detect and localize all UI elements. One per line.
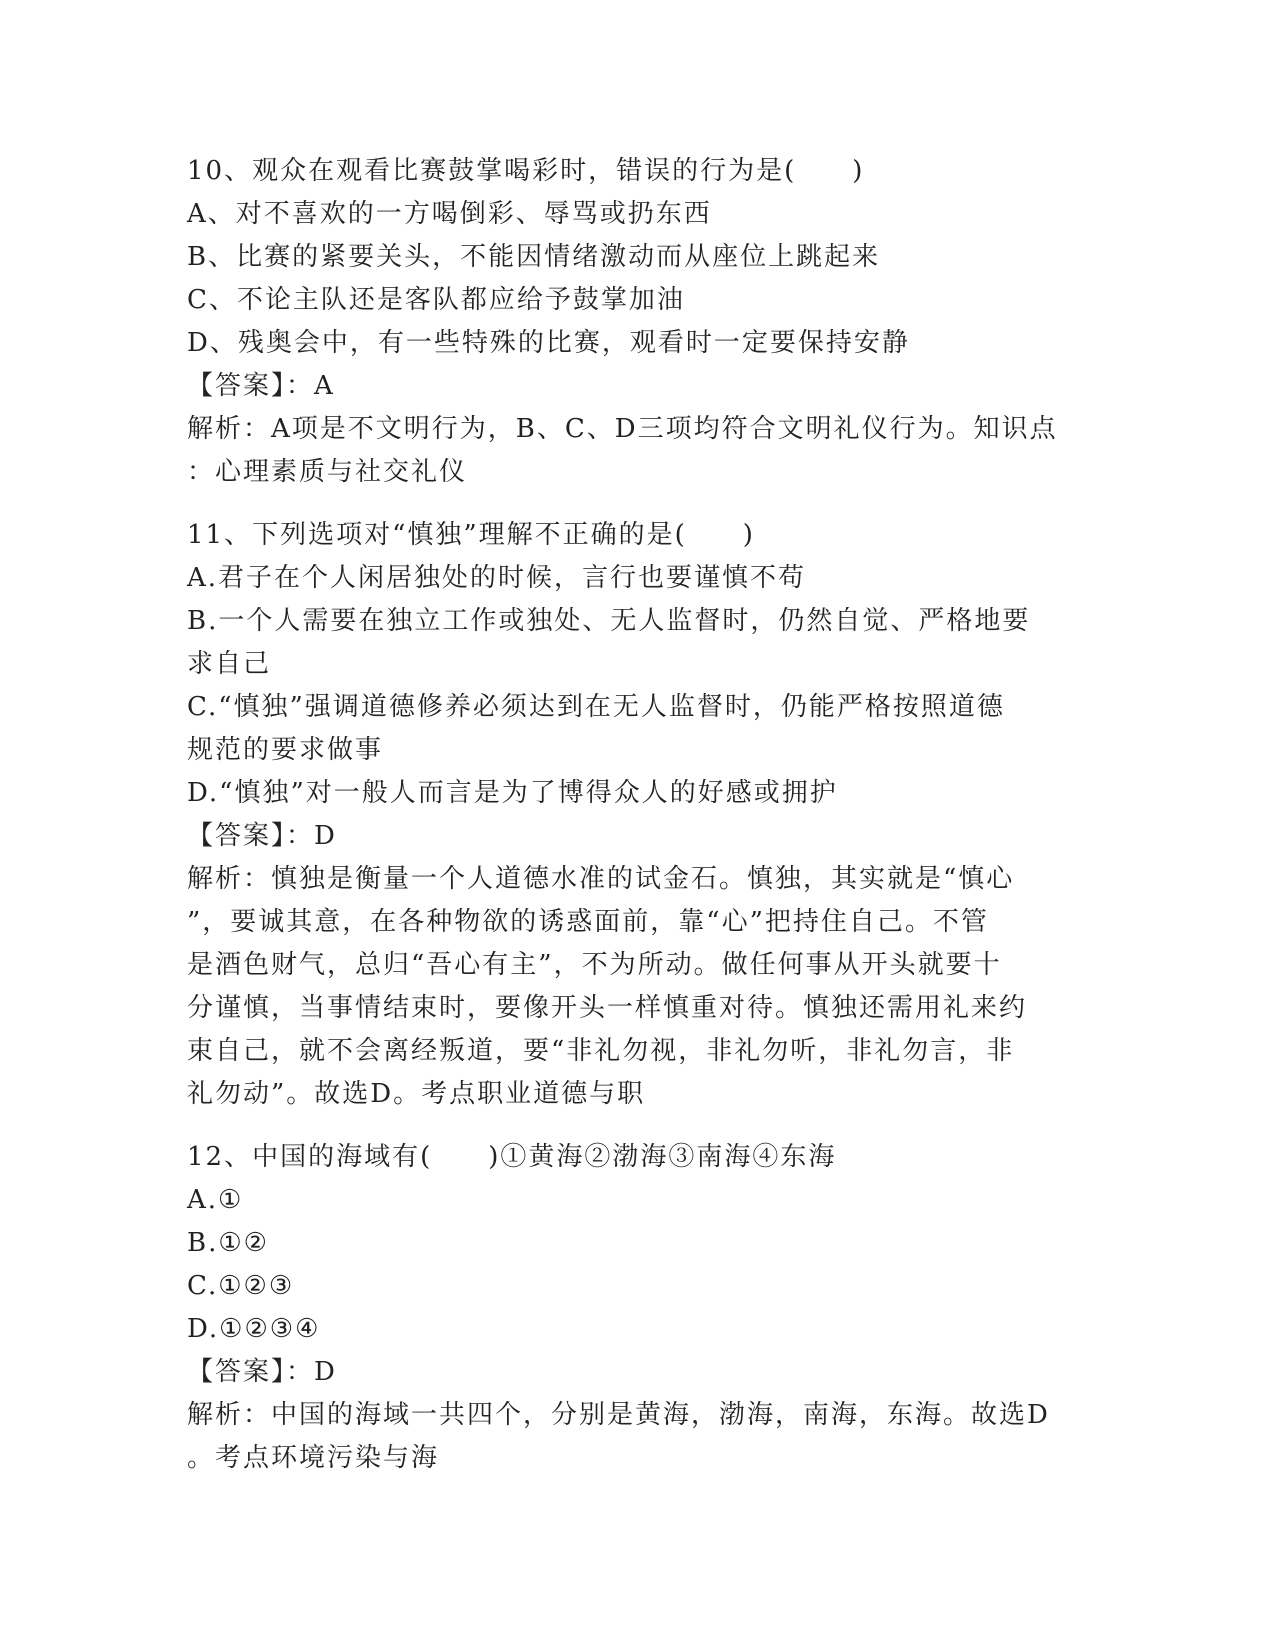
answer-line: 【答案】：D (187, 821, 337, 851)
option-a: A、对不喜欢的一方喝倒彩、辱骂或扔东西 (187, 199, 712, 229)
question-stem: 11、下列选项对“慎独”理解不正确的是( ) (187, 520, 755, 550)
analysis-line: 解析：中国的海域一共四个，分别是黄海，渤海，南海，东海。故选D (187, 1400, 1050, 1430)
option-b-continued: 求自己 (187, 649, 272, 679)
option-d: D.①②③④ (187, 1314, 321, 1344)
option-c: C.“慎独”强调道德修养必须达到在无人监督时，仍能严格按照道德 (187, 692, 1005, 722)
option-c: C、不论主队还是客队都应给予鼓掌加油 (187, 285, 685, 315)
question-spacer (187, 494, 1087, 514)
option-b: B.①② (187, 1228, 269, 1258)
option-a: A.① (187, 1185, 244, 1215)
analysis-line: 。考点环境污染与海 (187, 1443, 440, 1473)
analysis-line: 束自己，就不会离经叛道，要“非礼勿视，非礼勿听，非礼勿言，非 (187, 1036, 1015, 1066)
answer-line: 【答案】：A (187, 371, 335, 401)
analysis-line: 礼勿动”。故选D。考点职业道德与职 (187, 1079, 646, 1109)
analysis-line: 分谨慎，当事情结束时，要像开头一样慎重对待。慎独还需用礼来约 (187, 993, 1028, 1023)
question-11 (187, 514, 1087, 1116)
option-a: A.君子在个人闲居独处的时候，言行也要谨慎不苟 (187, 563, 807, 593)
option-d: D.“慎独”对一般人而言是为了博得众人的好感或拥护 (187, 778, 838, 808)
question-spacer (187, 1116, 1087, 1136)
analysis-line: 解析：慎独是衡量一个人道德水准的试金石。慎独，其实就是“慎心 (187, 864, 1015, 894)
option-b: B、比赛的紧要关头，不能因情绪激动而从座位上跳起来 (187, 242, 881, 272)
answer-line: 【答案】：D (187, 1357, 337, 1387)
question-stem: 10、观众在观看比赛鼓掌喝彩时，错误的行为是( ) (187, 156, 865, 186)
option-c-continued: 规范的要求做事 (187, 735, 384, 765)
option-c: C.①②③ (187, 1271, 295, 1301)
option-d: D、残奥会中，有一些特殊的比赛，观看时一定要保持安静 (187, 328, 910, 358)
question-12 (187, 1136, 1087, 1480)
option-b: B.一个人需要在独立工作或独处、无人监督时，仍然自觉、严格地要 (187, 606, 1031, 636)
analysis-line: ”，要诚其意，在各种物欲的诱惑面前，靠“心”把持住自己。不管 (187, 907, 989, 937)
document-page (187, 150, 1087, 1480)
analysis-line: ：心理素质与社交礼仪 (187, 457, 468, 487)
question-10 (187, 150, 1087, 494)
analysis-line: 解析：A项是不文明行为，B、C、D三项均符合文明礼仪行为。知识点 (187, 414, 1058, 444)
analysis-line: 是酒色财气，总归“吾心有主”，不为所动。做任何事从开头就要十 (187, 950, 1002, 980)
question-stem: 12、中国的海域有( )①黄海②渤海③南海④东海 (187, 1142, 837, 1172)
